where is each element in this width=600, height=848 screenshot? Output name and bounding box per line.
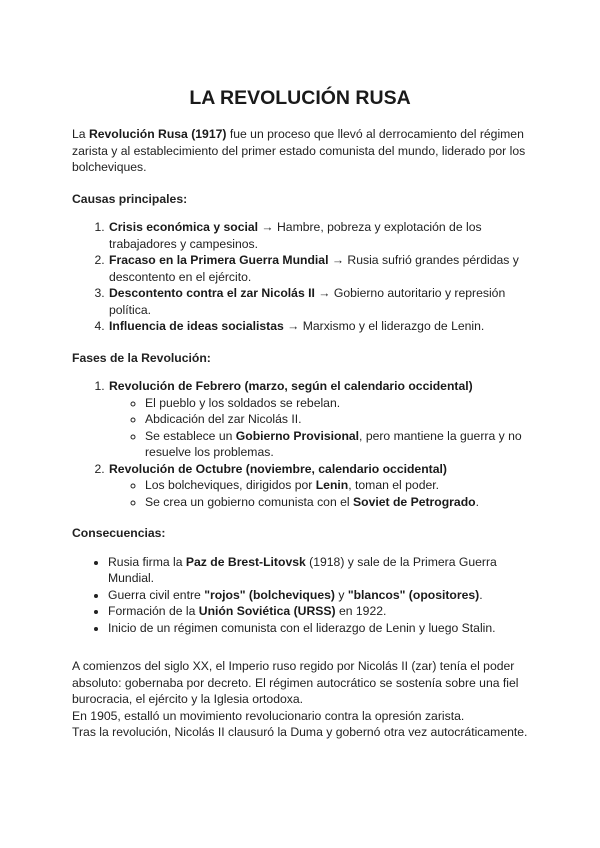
phase-subitem-pre: Se establece un (145, 428, 236, 443)
cause-detail: → Gobierno autoritario y represión política. (109, 286, 506, 317)
page-title: LA REVOLUCIÓN RUSA (189, 87, 411, 109)
phase-item-october (108, 461, 528, 511)
consequence-bold: "blancos" (opositores) (347, 587, 480, 602)
consequence-pre: Rusia firma la (108, 554, 186, 569)
phase-subitem-pre: Los bolcheviques, dirigidos por (145, 478, 316, 492)
intro-text-post: fue un proceso que llevó al derrocamiento del régimen zarista y al establecimiento del primer estado comunista del mundo, liderado por los bolcheviques. (72, 127, 526, 174)
phase-title: Revolución de Octubre (noviembre, calendario occidental) (109, 461, 447, 476)
cause-title: Fracaso en la Primera Guerra Mundial (109, 253, 329, 267)
causes-list (72, 219, 528, 335)
cause-item (108, 219, 528, 252)
phase-subitem-bold: Gobierno Provisional (235, 428, 360, 443)
cause-detail: → Rusia sufrió grandes pérdidas y descontento en el ejército. (109, 253, 519, 284)
phase-subitem: ◦ Abdicación del zar Nicolás II. (145, 411, 528, 428)
phase-subitem: ◦ El pueblo y los soldados se rebelan. (145, 395, 528, 412)
cause-detail: → Hambre, pobreza y explotación de los trabajadores y campesinos. (109, 220, 482, 251)
phase-subitem-bold: Lenin (315, 478, 349, 492)
phase-subitem (145, 428, 528, 461)
phase-subitem-post: . (475, 494, 479, 509)
phases-heading: Fases de la Revolución: (72, 350, 211, 365)
phase-subitem-post: , toman el poder. (348, 478, 440, 492)
consequence-post: . (479, 587, 483, 602)
consequences-heading: Consecuencias: (72, 526, 166, 540)
consequence-mid: y (334, 587, 348, 602)
closing-line: En 1905, estalló un movimiento revolucionario contra la opresión zarista. (72, 708, 465, 723)
phases-list (72, 378, 528, 510)
cause-title: Crisis económica y social (109, 220, 259, 234)
phase-sublist (109, 477, 528, 510)
intro-text-bold: Revolución Rusa (1917) (88, 127, 227, 141)
phase-subitem-post: , pero mantiene la guerra y no resuelve los problemas. (145, 428, 522, 459)
cause-detail: → Marxismo y el liderazgo de Lenin. (283, 319, 485, 333)
consequence-item (108, 587, 528, 604)
closing-line: Tras la revolución, Nicolás II clausuró la Duma y gobernó otra vez autocráticamente. (72, 725, 528, 739)
consequence-bold: Paz de Brest-Litovsk (185, 554, 306, 569)
consequence-pre: Formación de la (108, 604, 199, 618)
causes-heading: Causas principales: (72, 191, 188, 206)
intro-text-pre: La (72, 127, 89, 141)
phase-subitem-bold: Soviet de Petrogrado (353, 494, 476, 509)
cause-title: Descontento contra el zar Nicolás II (109, 286, 315, 300)
phase-subitem-pre: Se crea un gobierno comunista con el (145, 494, 353, 509)
cause-item (108, 285, 528, 318)
closing-paragraph (72, 658, 528, 741)
intro-paragraph (72, 126, 528, 176)
cause-item (108, 318, 528, 335)
phase-subitem (145, 477, 528, 494)
consequence-bold: "rojos" (bolcheviques) (204, 587, 335, 602)
phase-title: Revolución de Febrero (marzo, según el calendario occidental) (109, 379, 473, 393)
phase-sublist (109, 395, 528, 461)
consequence-item (108, 554, 528, 587)
consequence-post: en 1922. (335, 604, 387, 618)
cause-item (108, 252, 528, 285)
consequence-item: • Inicio de un régimen comunista con el liderazgo de Lenin y luego Stalin. (108, 620, 528, 637)
consequences-list (72, 554, 528, 637)
phase-subitem (145, 494, 528, 511)
consequence-post: (1918) y sale de la Primera Guerra Mundial. (108, 554, 497, 585)
consequence-bold: Unión Soviética (URSS) (198, 604, 336, 618)
consequence-pre: Guerra civil entre (108, 587, 205, 602)
cause-title: Influencia de ideas socialistas (109, 319, 284, 333)
phase-item-february (108, 378, 528, 461)
closing-line: A comienzos del siglo XX, el Imperio ruso regido por Nicolás II (zar) tenía el poder absoluto: gobernaba por decreto. El régimen autocrático se sostenía sobre una fiel burocracia, el ejército y la Iglesia ortodoxa. (72, 659, 519, 706)
consequence-item (108, 603, 528, 620)
